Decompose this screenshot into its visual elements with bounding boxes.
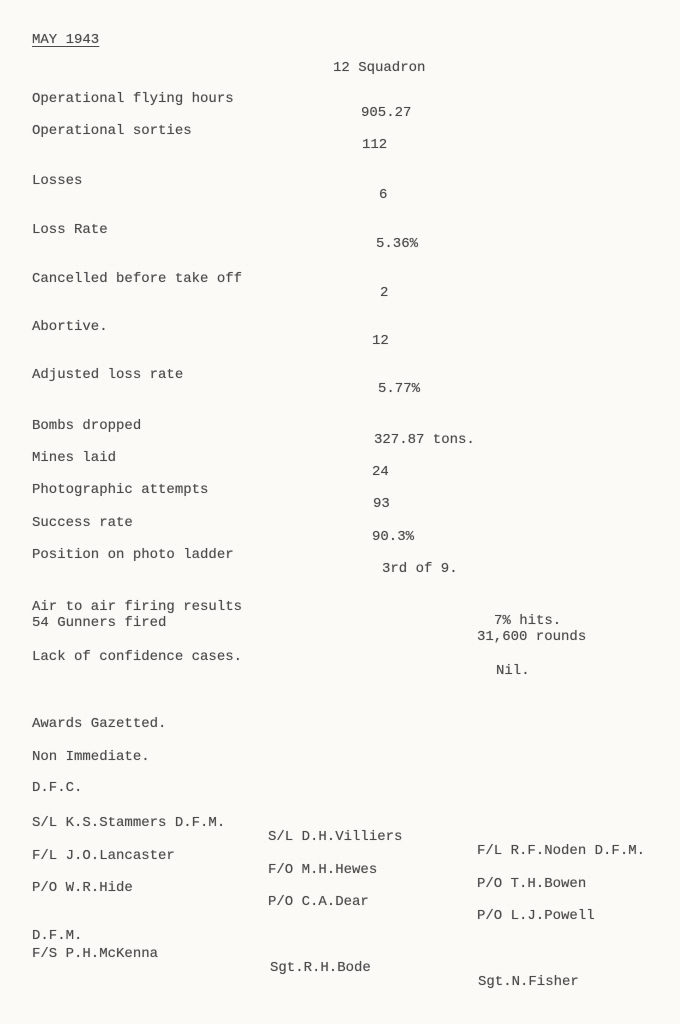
award-name: S/L D.H.Villiers <box>268 829 403 845</box>
stat-row <box>0 78 680 121</box>
award-name: P/O T.H.Bowen <box>477 876 587 892</box>
dfc-title-line <box>0 767 680 796</box>
stat-label: Mines laid <box>32 450 117 466</box>
heading-line <box>0 19 680 48</box>
stat-label: Operational flying hours <box>32 91 234 107</box>
stat-value: 6 <box>379 187 388 203</box>
stat-row <box>0 258 680 301</box>
award-name: F/L J.O.Lancaster <box>32 848 175 864</box>
awards-heading-line <box>0 703 680 732</box>
stat-row <box>0 437 680 480</box>
awards-heading: Awards Gazetted. <box>32 716 167 732</box>
stat-row <box>0 110 680 153</box>
award-name: F/L R.F.Noden D.F.M. <box>477 843 646 859</box>
stat-value: 112 <box>362 137 388 153</box>
award-name: F/O M.H.Hewes <box>268 862 378 878</box>
stat-row <box>0 534 680 577</box>
stat-label: Adjusted loss rate <box>32 367 184 383</box>
stat-label: Loss Rate <box>32 222 108 238</box>
stat-value: 5.77% <box>378 381 421 397</box>
stat-row <box>0 354 680 397</box>
stat-label: Losses <box>32 173 83 189</box>
stat-label: Bombs dropped <box>32 418 142 434</box>
stat-label: Position on photo ladder <box>32 547 234 563</box>
stat-label: Success rate <box>32 515 133 531</box>
stat-row <box>0 502 680 545</box>
firing-value-2: 31,600 rounds <box>477 629 587 645</box>
award-name: Sgt.N.Fisher <box>478 974 579 990</box>
stat-value: 24 <box>372 464 389 480</box>
award-name: P/O W.R.Hide <box>32 880 133 896</box>
dfm-title: D.F.M. <box>32 928 83 944</box>
confidence-line <box>0 636 680 679</box>
stat-label: Cancelled before take off <box>32 271 243 287</box>
firing-label-2: 54 Gunners fired <box>32 615 167 631</box>
stat-value: 327.87 tons. <box>374 432 475 448</box>
stat-label: Operational sorties <box>32 123 192 139</box>
award-name: S/L K.S.Stammers D.F.M. <box>32 815 226 831</box>
squadron-column-header: 12 Squadron <box>333 60 426 76</box>
stat-row <box>0 405 680 448</box>
stat-value: 905.27 <box>361 105 412 121</box>
firing-label-1: Air to air firing results <box>32 599 243 615</box>
stat-row <box>0 469 680 512</box>
awards-subheading-line <box>0 736 680 765</box>
column-header-line <box>0 47 680 76</box>
document-heading: MAY 1943 <box>32 32 100 48</box>
stat-value: 93 <box>373 496 390 512</box>
stat-value: 12 <box>372 333 389 349</box>
stat-value: 2 <box>380 285 389 301</box>
stat-row <box>0 306 680 349</box>
award-name: P/O L.J.Powell <box>477 908 595 924</box>
award-name: P/O C.A.Dear <box>268 894 369 910</box>
dfc-title: D.F.C. <box>32 780 83 796</box>
confidence-label: Lack of confidence cases. <box>32 649 243 665</box>
stat-label: Photographic attempts <box>32 482 209 498</box>
firing-value-1: 7% hits. <box>494 613 562 629</box>
awards-subheading: Non Immediate. <box>32 749 150 765</box>
stat-label: Abortive. <box>32 319 108 335</box>
dfm-title-line <box>0 915 680 944</box>
dfm-name-row <box>0 933 680 990</box>
stat-value: 90.3% <box>372 529 415 545</box>
stat-row <box>0 209 680 252</box>
stat-value: 3rd of 9. <box>382 561 458 577</box>
award-name: Sgt.R.H.Bode <box>270 960 371 976</box>
stat-value: 5.36% <box>376 236 419 252</box>
confidence-value: Nil. <box>496 663 530 679</box>
award-name: F/S P.H.McKenna <box>32 946 159 962</box>
stat-row <box>0 160 680 203</box>
